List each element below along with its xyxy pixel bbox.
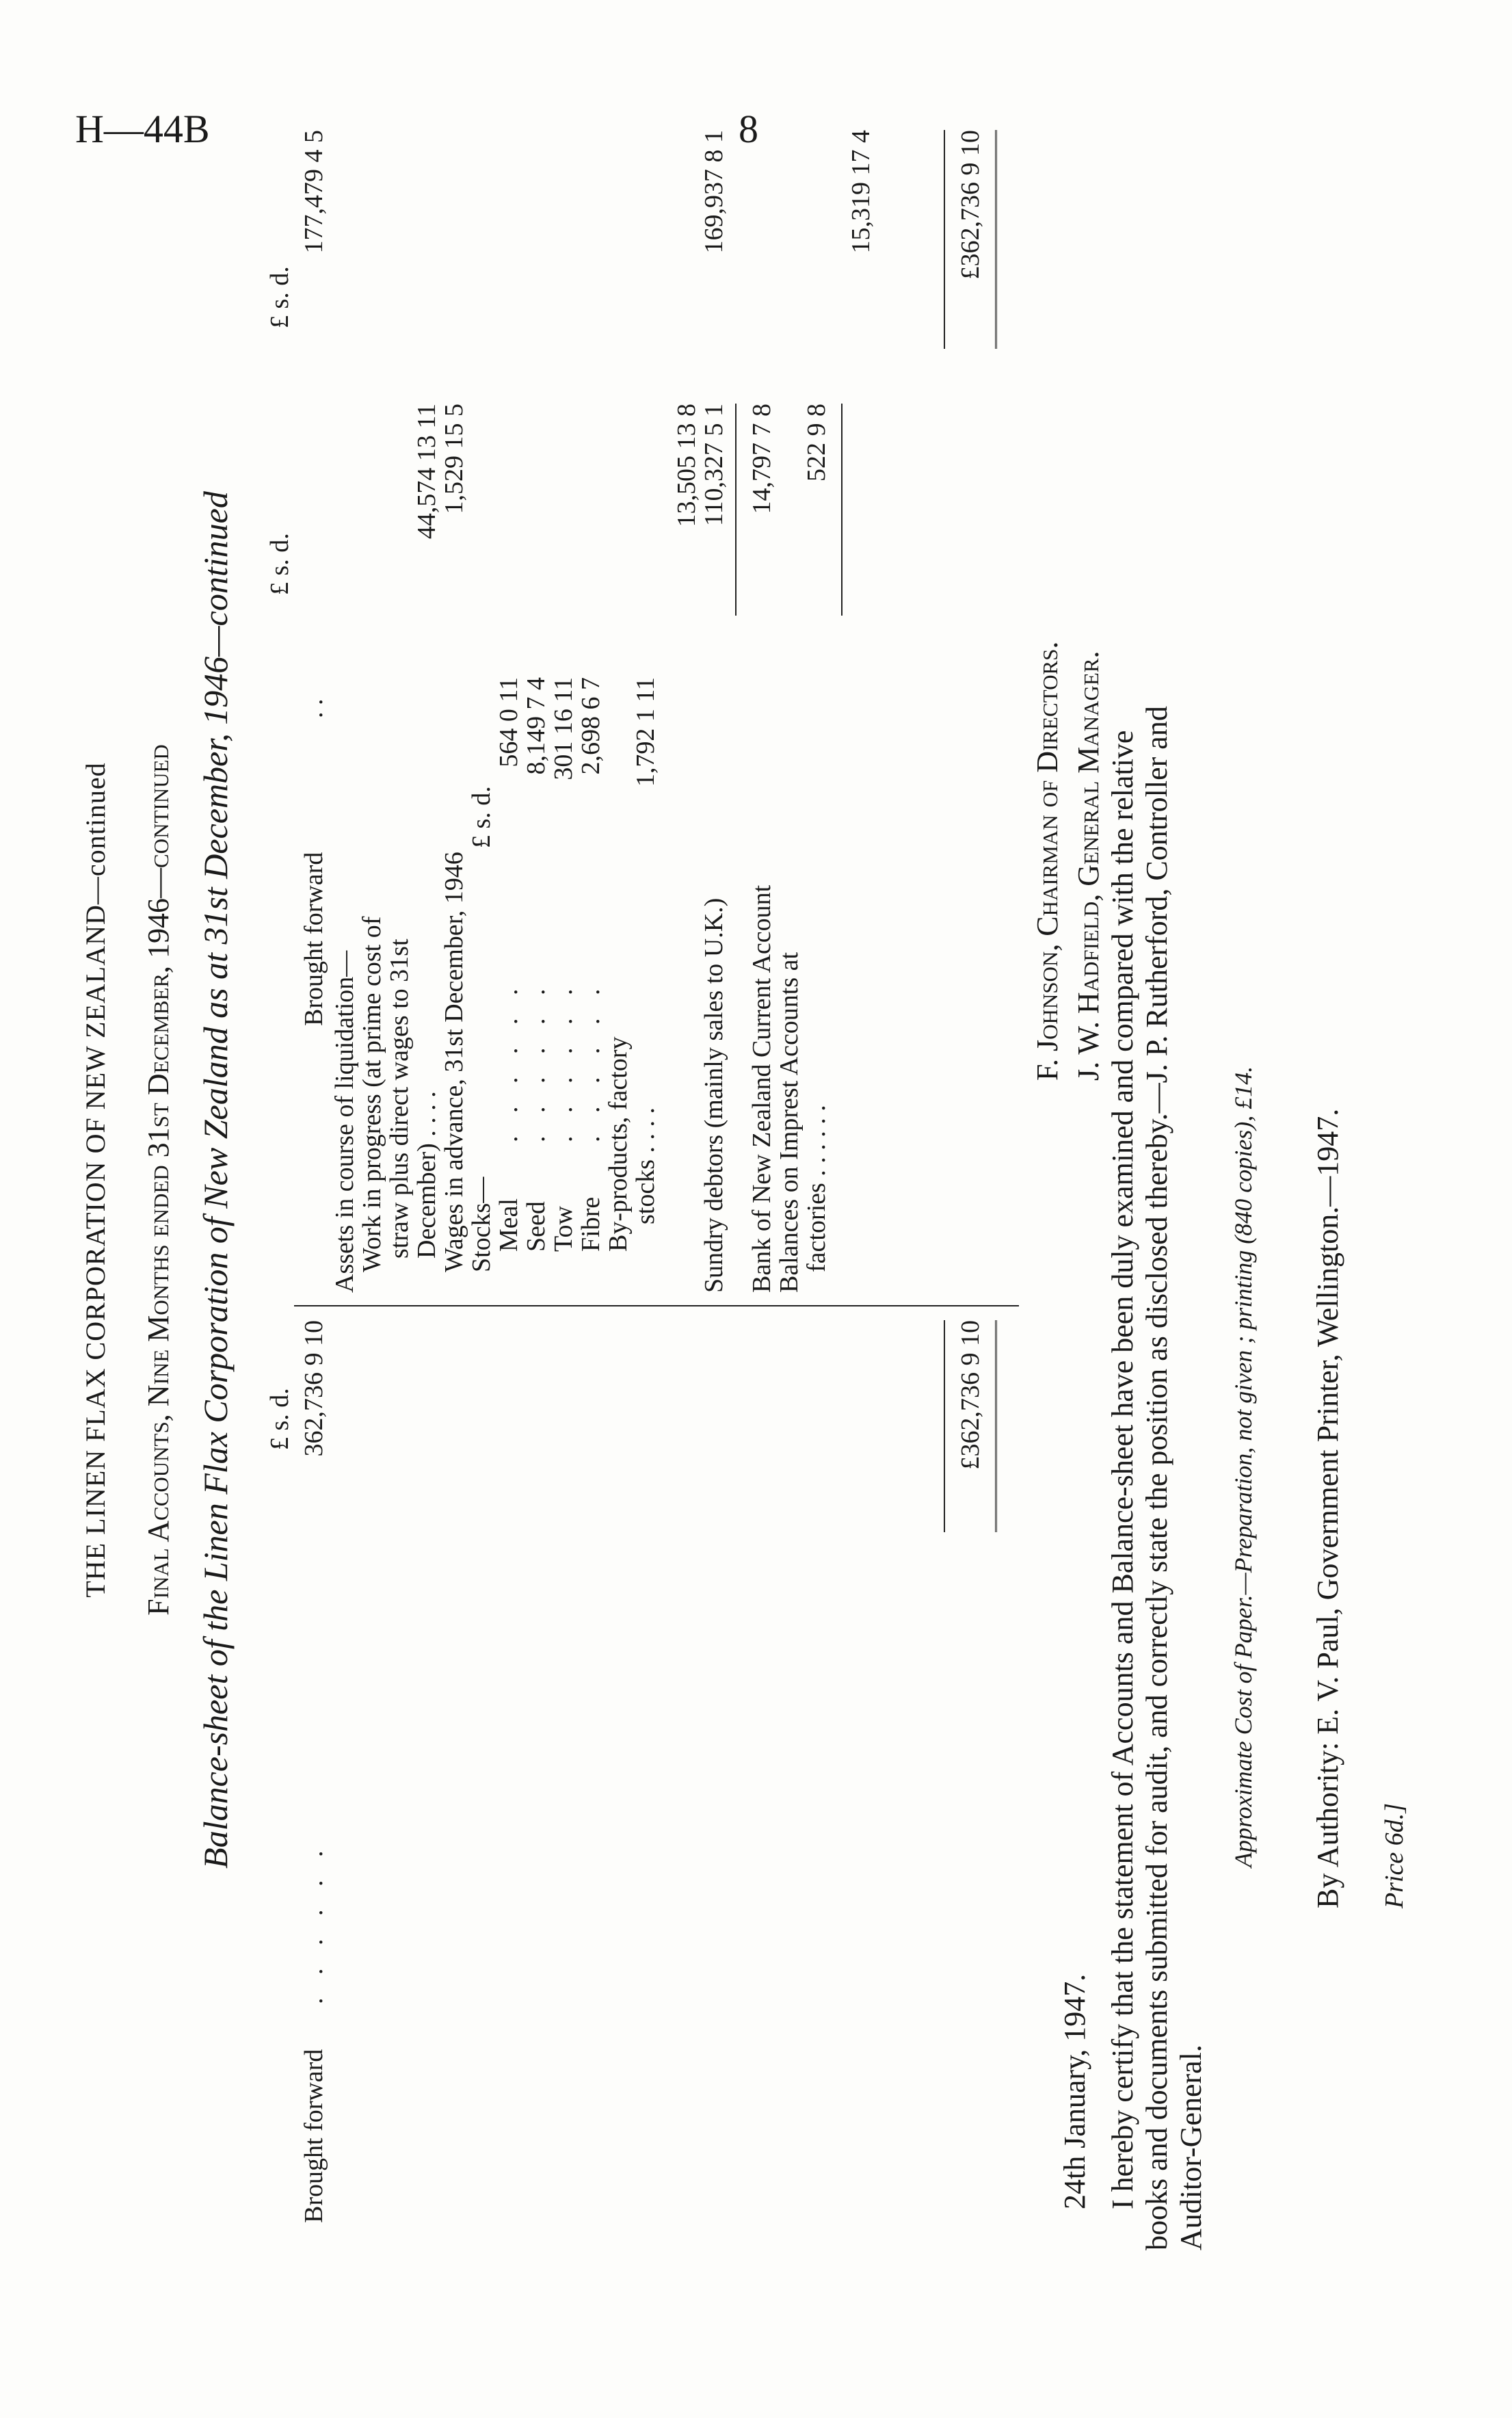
byproducts-line-1: By-products, factory bbox=[604, 1036, 633, 1252]
stocks-total: 13,505 13 8 bbox=[672, 404, 701, 527]
debtors-rule bbox=[735, 404, 737, 616]
stock-label-tow: Tow bbox=[549, 1205, 578, 1252]
right-brought-forward: Brought forward bbox=[300, 852, 328, 1026]
sundry-debtors: Sundry debtors (mainly sales to U.K.) bbox=[700, 897, 728, 1293]
assets-subtotal: 169,937 8 1 bbox=[700, 130, 728, 254]
page-number: 8 bbox=[739, 107, 758, 151]
byproducts-line-2: stocks . . . . bbox=[631, 1107, 660, 1224]
stock-label-fibre: Fibre bbox=[576, 1196, 605, 1252]
wages-in-advance-amount: 1,529 15 5 bbox=[440, 404, 468, 514]
work-in-progress-amount: 44,574 13 11 bbox=[412, 404, 441, 540]
stock-amount-seed: 8,149 7 4 bbox=[522, 677, 551, 775]
certification-line-1: I hereby certify that the statement of Accounts and Balance-sheet have been duly examined and compared with the relative bbox=[1106, 730, 1139, 2209]
left-total-rule bbox=[944, 1320, 945, 1532]
stock-dots-seed: . . . . . . bbox=[522, 980, 551, 1142]
imprest-line-2: factories . . . . . . bbox=[802, 1105, 831, 1272]
work-in-progress-line-1: Work in progress (at prime cost of bbox=[358, 916, 386, 1272]
left-brought-forward: Brought forward bbox=[300, 2049, 328, 2223]
stock-label-meal: Meal bbox=[494, 1198, 523, 1252]
stock-dots-meal: . . . . . . bbox=[494, 980, 523, 1142]
rotated-balance-sheet bbox=[75, 68, 1238, 2291]
certification-date: 24th January, 1947. bbox=[1058, 1973, 1091, 2209]
corporation-title: THE LINEN FLAX CORPORATION OF NEW ZEALAND—continued bbox=[80, 762, 111, 1598]
imprest-amount: 522 9 8 bbox=[802, 404, 831, 482]
assets-liquidation-heading: Assets in course of liquidation— bbox=[330, 950, 359, 1293]
stock-amount-meal: 564 0 11 bbox=[494, 677, 523, 767]
bank-account-amount: 14,797 7 8 bbox=[747, 404, 776, 514]
work-in-progress-line-2: straw plus direct wages to 31st bbox=[385, 938, 414, 1259]
price: Price 6d.] bbox=[1380, 1802, 1409, 1908]
right-total-rule bbox=[944, 130, 945, 349]
stock-label-seed: Seed bbox=[522, 1201, 551, 1252]
right-total-double-rule bbox=[995, 130, 997, 349]
left-amount: 362,736 9 10 bbox=[300, 1320, 328, 1457]
manager-signature: J. W. Hadfield, General Manager. bbox=[1072, 651, 1105, 1081]
chairman-signature: F. Johnson, Chairman of Directors. bbox=[1031, 641, 1064, 1081]
sundry-debtors-amount: 110,327 5 1 bbox=[700, 404, 728, 527]
right-currency-header-2: £ s. d. bbox=[265, 266, 294, 328]
cash-total: 15,319 17 4 bbox=[847, 130, 875, 254]
left-total: £362,736 9 10 bbox=[956, 1320, 985, 1470]
certification-line-2: books and documents submitted for audit, and correctly state the position as disclosed thereby.—J. P. Rutherford, Controller and bbox=[1140, 706, 1173, 2250]
stock-amount-fibre: 2,698 6 7 bbox=[576, 677, 605, 775]
right-total: £362,736 9 10 bbox=[956, 130, 985, 280]
left-currency-header: £ s. d. bbox=[265, 1388, 294, 1450]
printer-authority: By Authority: E. V. Paul, Government Printer, Wellington.—1947. bbox=[1311, 1108, 1344, 1908]
right-bf-amount: 177,479 4 5 bbox=[300, 130, 328, 254]
stock-dots-tow: . . . . . . bbox=[549, 980, 578, 1142]
footer-block bbox=[1210, 1066, 1512, 2291]
column-divider bbox=[294, 1305, 1019, 1306]
accounts-title: Final Accounts, Nine Months ended 31st December, 1946—continued bbox=[142, 744, 175, 1616]
cash-rule bbox=[841, 404, 843, 616]
right-currency-header-1: £ s. d. bbox=[265, 533, 294, 595]
document-reference: H—44B bbox=[75, 107, 210, 151]
left-dots: . . . . . . bbox=[300, 1842, 328, 2004]
right-bf-dots: . . bbox=[300, 698, 328, 718]
wages-in-advance: Wages in advance, 31st December, 1946 bbox=[440, 852, 468, 1272]
balance-sheet-title: Balance-sheet of the Linen Flax Corporation of New Zealand as at 31st December, 1946—continued bbox=[196, 491, 235, 1869]
imprest-line-1: Balances on Imprest Accounts at bbox=[775, 951, 804, 1293]
byproducts-amount: 1,792 1 11 bbox=[631, 677, 660, 787]
work-in-progress-line-3: December) . . . . bbox=[412, 1091, 441, 1259]
cost-note: Approximate Cost of Paper.—Preparation, not given ; printing (840 copies), £14. bbox=[1230, 1066, 1257, 1867]
bank-account: Bank of New Zealand Current Account bbox=[747, 884, 776, 1293]
stock-dots-fibre: . . . . . . bbox=[576, 980, 605, 1142]
stocks-heading: Stocks— bbox=[467, 1177, 496, 1272]
certification-line-3: Auditor-General. bbox=[1174, 2045, 1208, 2250]
left-total-double-rule bbox=[995, 1320, 997, 1532]
stocks-currency-header: £ s. d. bbox=[467, 786, 496, 848]
stock-amount-tow: 301 16 11 bbox=[549, 677, 578, 780]
